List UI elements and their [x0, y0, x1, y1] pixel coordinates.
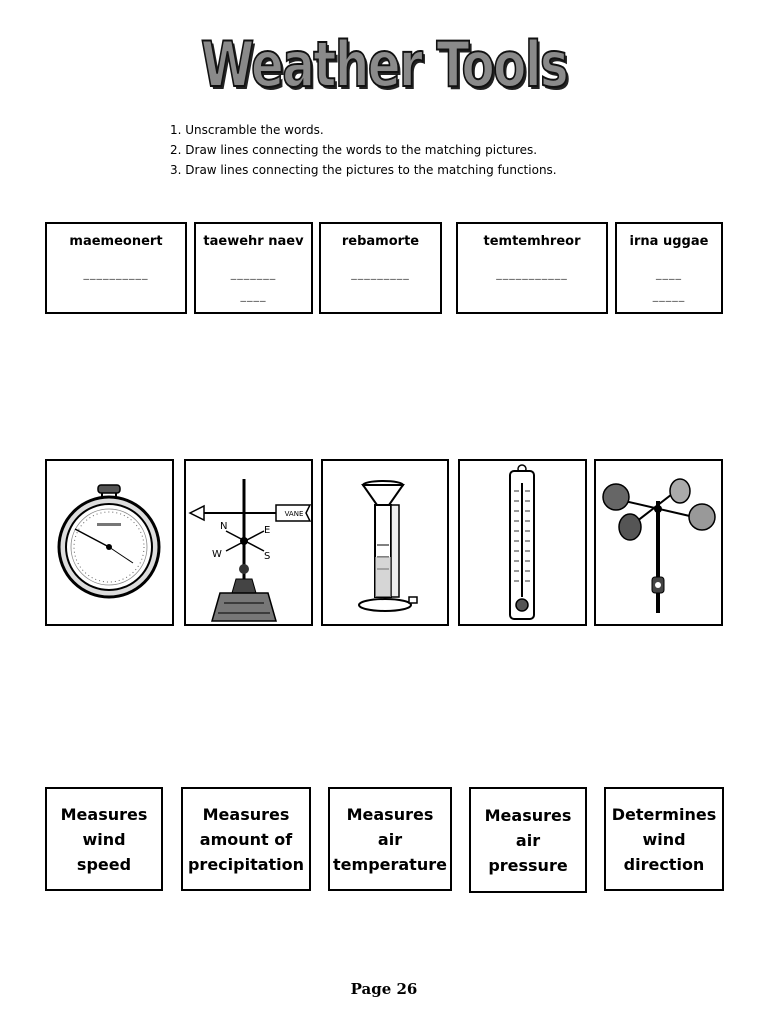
rain-gauge-icon	[323, 461, 447, 624]
word-box-1	[45, 222, 187, 314]
picture-box-1	[45, 459, 174, 626]
instruction-2: 2. Draw lines connecting the words to the matching pictures.	[170, 143, 538, 157]
function-box-4: Measures air pressure	[469, 787, 587, 893]
answer-blank: ___________	[496, 267, 568, 280]
picture-box-4	[458, 459, 587, 626]
vane-label: VANE	[284, 510, 304, 518]
scrambled-word: maemeonert	[69, 234, 163, 249]
scrambled-word: irna uggae	[629, 234, 709, 249]
answer-blank: _________	[351, 267, 410, 280]
page-title: Weather Tools	[200, 28, 568, 101]
compass-n: N	[220, 521, 228, 532]
function-box-3: Measures air temperature	[328, 787, 452, 891]
word-box-2	[194, 222, 313, 314]
thermometer-icon	[460, 461, 585, 624]
compass-s: S	[264, 551, 271, 562]
word-box-3	[319, 222, 442, 314]
scrambled-word: taewehr naev	[203, 234, 304, 249]
anemometer-icon	[596, 461, 721, 624]
compass-w: W	[212, 549, 222, 560]
word-box-4	[456, 222, 608, 314]
instructions	[170, 120, 557, 180]
answer-blank: __________	[83, 267, 149, 280]
picture-box-3	[321, 459, 449, 626]
compass-e: E	[264, 525, 271, 536]
picture-box-5	[594, 459, 723, 626]
instruction-3: 3. Draw lines connecting the pictures to the matching functions.	[170, 163, 557, 177]
function-box-2: Measures amount of precipitation	[181, 787, 311, 891]
answer-blank: ____ _____	[652, 267, 686, 302]
function-box-1: Measures wind speed	[45, 787, 163, 891]
picture-box-2	[184, 459, 313, 626]
weather-vane-icon	[186, 461, 311, 624]
scrambled-word: rebamorte	[341, 234, 420, 249]
word-box-5	[615, 222, 723, 314]
answer-blank: _______ ____	[230, 267, 277, 302]
barometer-icon	[47, 461, 172, 624]
scrambled-word: temtemhreor	[483, 234, 581, 249]
instruction-1: 1. Unscramble the words.	[170, 123, 324, 137]
function-box-5: Determines wind direction	[604, 787, 724, 891]
page-number: Page 26	[350, 980, 418, 998]
